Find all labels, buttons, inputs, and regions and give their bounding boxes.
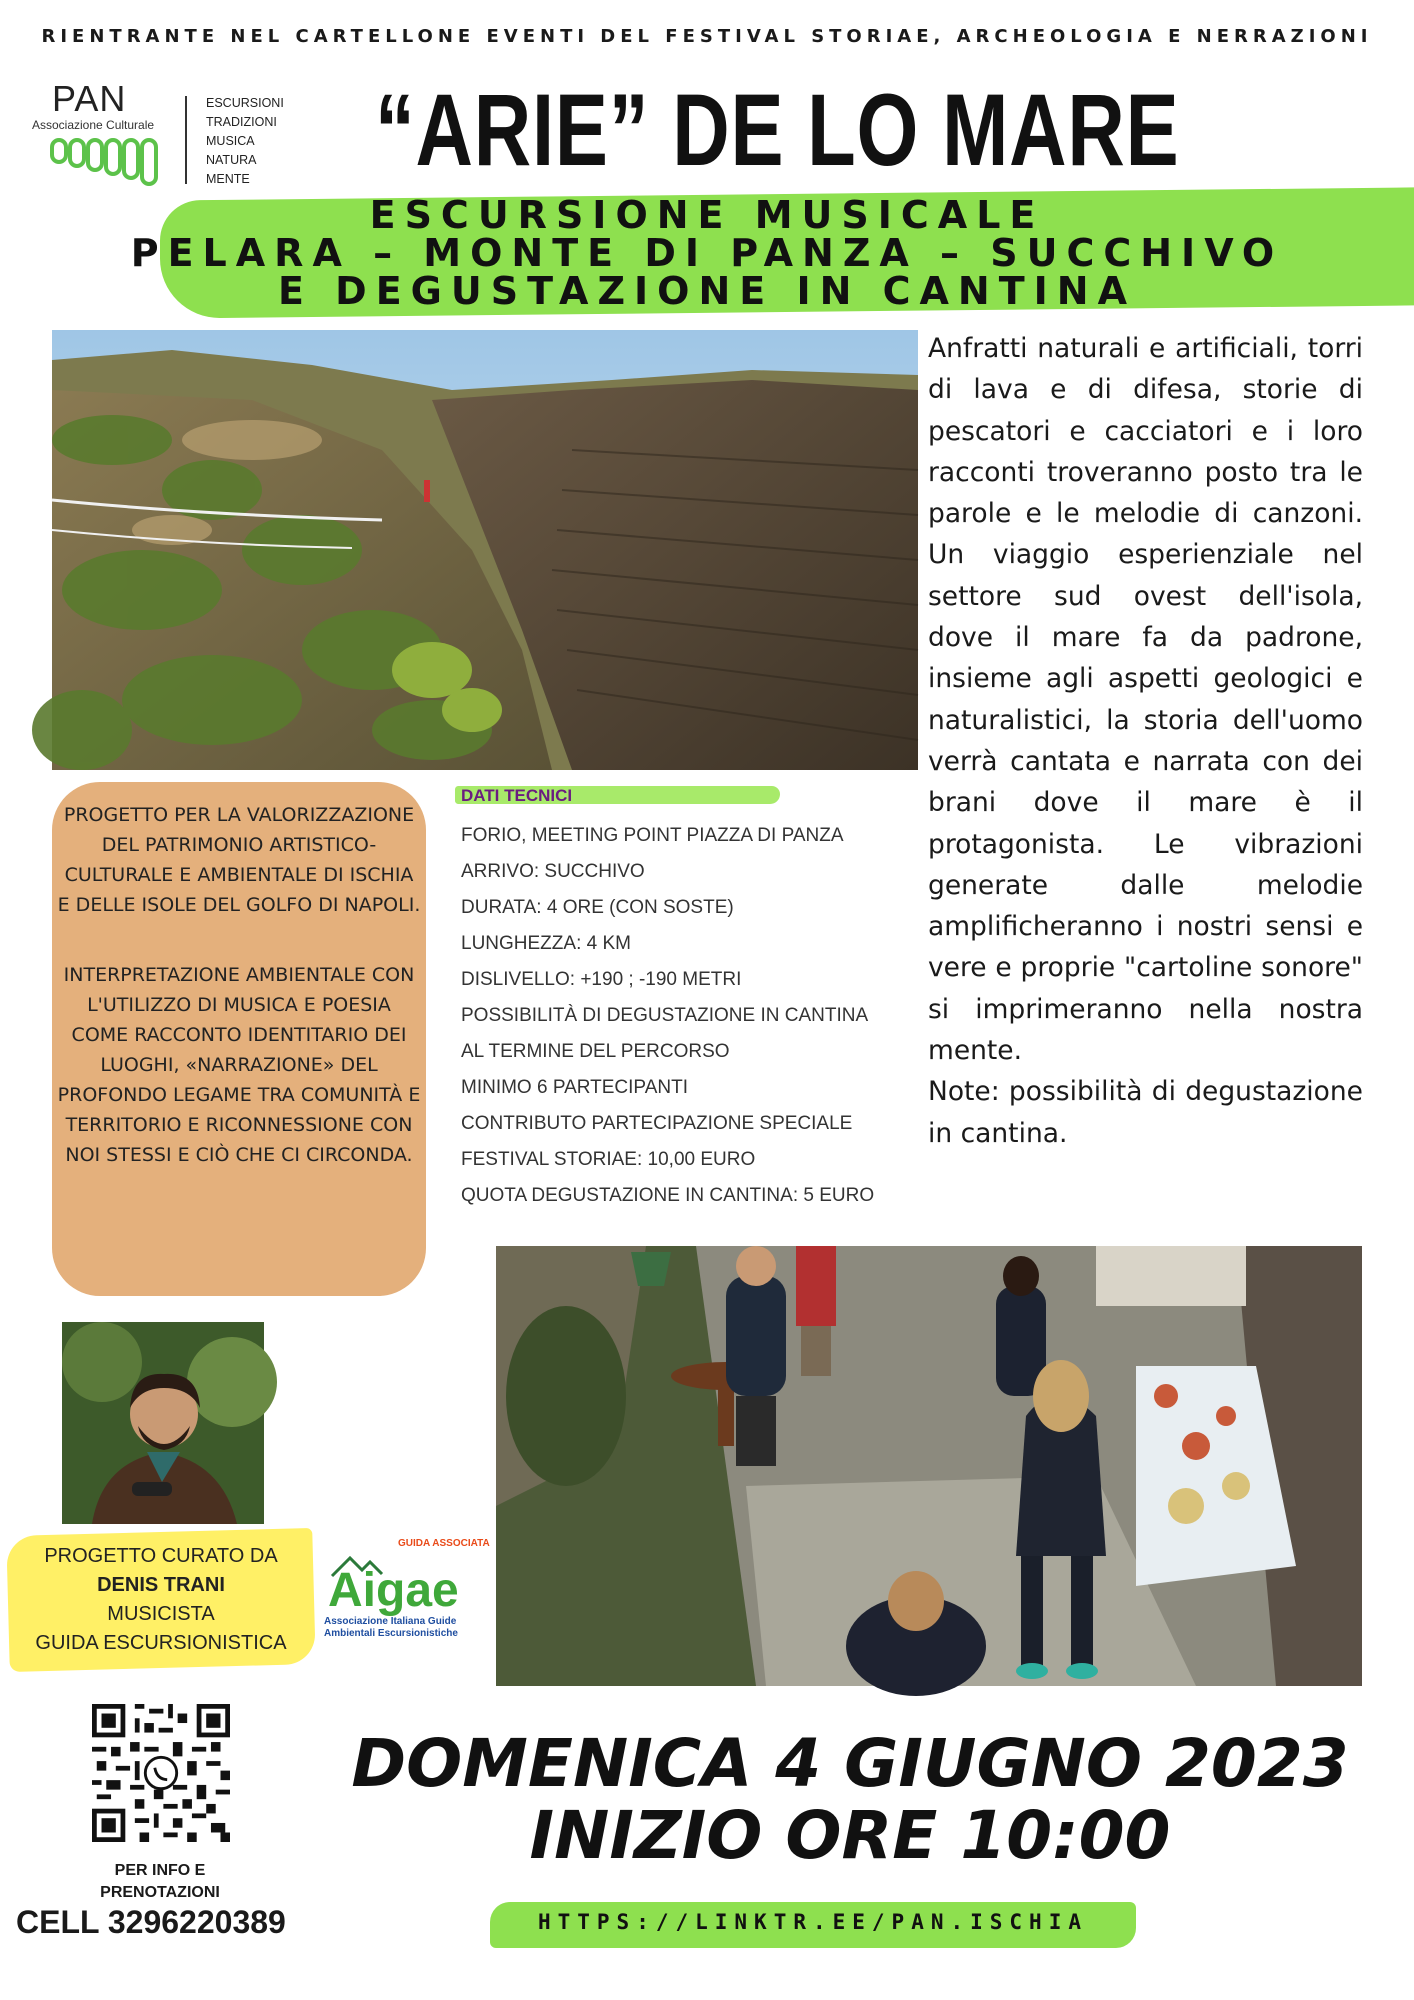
subtitle-line: PELARA – MONTE DI PANZA – SUCCHIVO <box>130 231 1284 275</box>
tech-line: ARRIVO: SUCCHIVO <box>461 861 645 882</box>
event-date: DOMENICA 4 GIUGNO 2023 <box>351 1725 1349 1802</box>
guide-label: PROGETTO CURATO DA <box>44 1545 278 1567</box>
tech-line: FESTIVAL STORIAE: 10,00 EURO <box>461 1149 756 1170</box>
pan-logo-tags <box>206 94 284 189</box>
event-link[interactable]: HTTPS://LINKTR.EE/PAN.ISCHIA <box>537 1910 1088 1934</box>
tech-line: AL TERMINE DEL PERCORSO <box>461 1041 730 1062</box>
project-paragraph: INTERPRETAZIONE AMBIENTALE CON L'UTILIZZO DI MUSICA E POESIA COME RACCONTO IDENTITARIO DEI LUOGHI, «NARRAZIONE» DEL PROFONDO LEGAME TRA COMUNITÀ E TERRITORIO E RICONNESSIONE CON NOI STESSI E CIÒ CHE CI CIRCONDA. <box>57 964 421 1166</box>
pan-logo <box>30 78 300 188</box>
guide-name: DENIS TRANI <box>97 1574 225 1596</box>
tech-line: POSSIBILITÀ DI DEGUSTAZIONE IN CANTINA <box>461 1005 869 1026</box>
event-time: INIZIO ORE 10:00 <box>529 1797 1171 1874</box>
guide-role: MUSICISTA <box>107 1603 215 1625</box>
info-label-line: PER INFO E <box>114 1862 206 1879</box>
project-paragraph: PROGETTO PER LA VALORIZZAZIONE DEL PATRIMONIO ARTISTICO-CULTURALE E AMBIENTALE DI ISCHIA E DELLE ISOLE DEL GOLFO DI NAPOLI. <box>57 804 421 916</box>
logo-tag: MUSICA <box>206 134 255 148</box>
subtitle-line: ESCURSIONE MUSICALE <box>369 193 1045 237</box>
aigae-logo <box>320 1528 490 1648</box>
pan-logo-subtitle: Associazione Culturale <box>32 118 155 132</box>
guide-role: GUIDA ESCURSIONISTICA <box>35 1632 287 1654</box>
logo-divider <box>185 96 187 184</box>
event-description <box>928 328 1363 1154</box>
guide-info <box>10 1542 312 1658</box>
qr-code[interactable] <box>92 1704 230 1842</box>
logo-tag: MENTE <box>206 172 250 186</box>
logo-tag: NATURA <box>206 153 257 167</box>
event-title: “ARIE” DE LO MARE <box>375 73 1180 187</box>
tech-header: DATI TECNICI <box>461 786 573 805</box>
tech-list <box>461 818 874 1214</box>
aigae-desc: Associazione Italiana Guide <box>324 1616 457 1627</box>
cellar-photo <box>496 1246 1362 1686</box>
info-label-line: PRENOTAZIONI <box>100 1884 220 1901</box>
top-banner: RIENTRANTE NEL CARTELLONE EVENTI DEL FESTIVAL STORIAE, ARCHEOLOGIA E NERRAZIONI <box>41 26 1373 47</box>
tech-line: QUOTA DEGUSTAZIONE IN CANTINA: 5 EURO <box>461 1185 875 1206</box>
pan-flute-icon <box>50 138 180 188</box>
tech-line: MINIMO 6 PARTECIPANTI <box>461 1077 688 1098</box>
event-subtitle <box>0 193 1414 313</box>
pan-logo-name: PAN <box>52 78 127 119</box>
info-label <box>60 1860 260 1904</box>
tech-line: LUNGHEZZA: 4 KM <box>461 933 631 954</box>
phone-number[interactable]: CELL 3296220389 <box>16 1904 286 1940</box>
canyon-photo <box>52 330 918 770</box>
description-note: Note: possibilità di degustazione in cantina. <box>928 1076 1363 1149</box>
description-text: Anfratti naturali e artificiali, torri di lava e di difesa, storie di pescatori e cacciatori e i loro racconti troveranno posto tra le parole e le melodie di canzoni. Un viaggio esperienziale nel settore sud ovest dell'isola, dove il mare fa da padrone, insieme agli aspetti geologici e naturalistici, la storia dell'uomo verrà cantata e narrata con dei brani dove il mare è il protagonista. Le vibrazioni generate dalle melodie amplificheranno i nostri sensi e vere e proprie "cartoline sonore" si imprimeranno nella nostra mente. <box>928 333 1363 1067</box>
subtitle-line: E DEGUSTAZIONE IN CANTINA <box>277 269 1136 313</box>
tech-line: DURATA: 4 ORE (CON SOSTE) <box>461 897 734 918</box>
aigae-name: Aigae <box>328 1564 459 1617</box>
tech-line: CONTRIBUTO PARTECIPAZIONE SPECIALE <box>461 1113 853 1134</box>
guide-portrait <box>62 1322 264 1524</box>
tech-line: DISLIVELLO: +190 ; -190 METRI <box>461 969 742 990</box>
project-text <box>56 800 422 1210</box>
logo-tag: ESCURSIONI <box>206 96 284 110</box>
aigae-desc: Ambientali Escursionistiche <box>324 1628 458 1639</box>
tech-line: FORIO, MEETING POINT PIAZZA DI PANZA <box>461 825 844 846</box>
logo-tag: TRADIZIONI <box>206 115 277 129</box>
whatsapp-icon <box>145 1757 176 1788</box>
aigae-badge: GUIDA ASSOCIATA <box>398 1538 490 1549</box>
